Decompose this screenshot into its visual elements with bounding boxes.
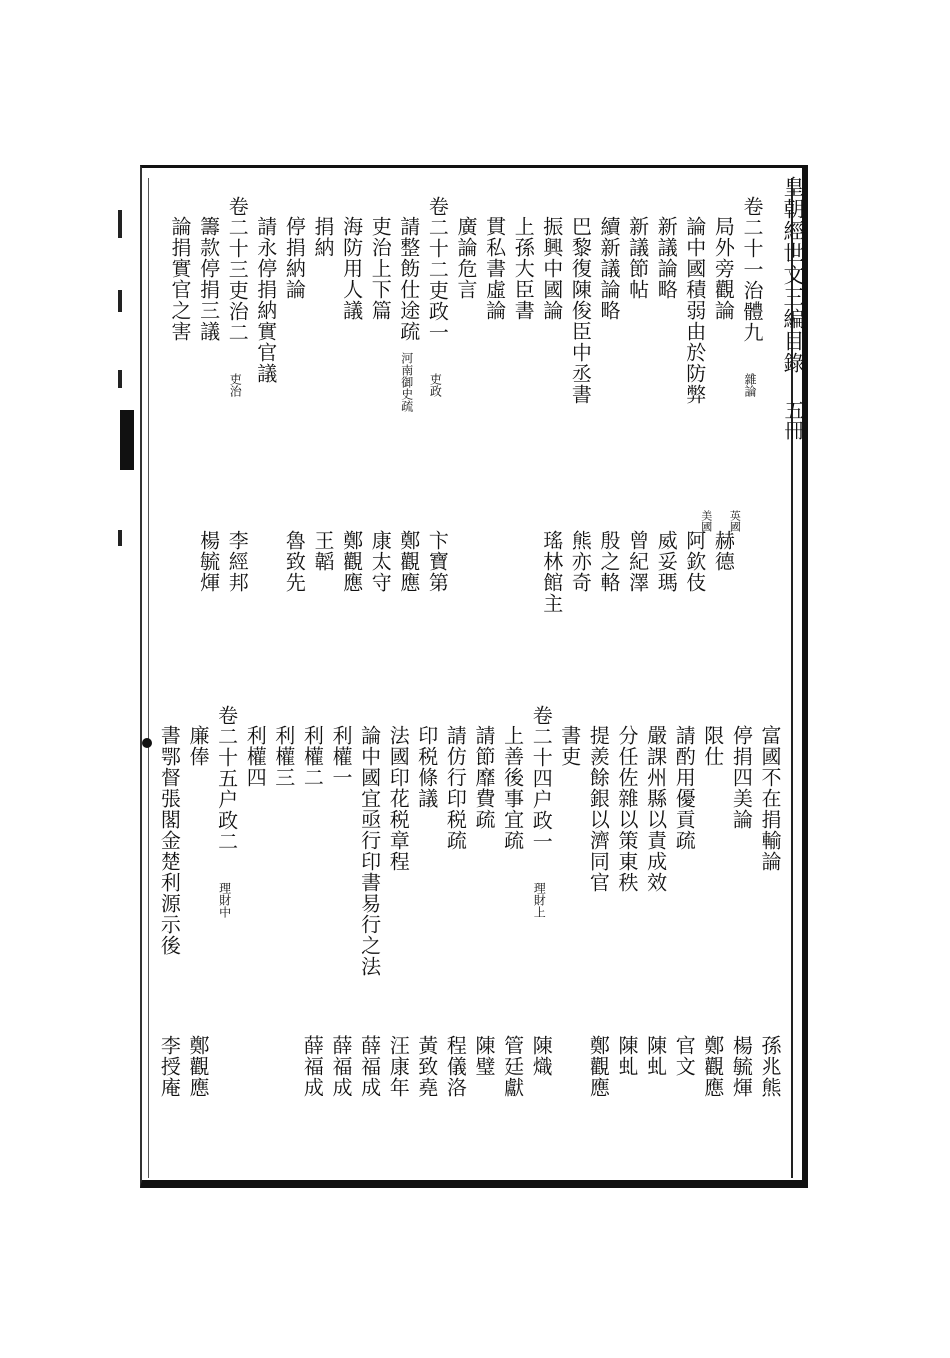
upper-author: 鄭觀應 [396,530,421,593]
lower-title: 分任佐雜以策東秩 [615,725,639,893]
lower-title: 嚴課州縣以責成效 [643,725,668,893]
upper-title: 捐納 [311,216,335,258]
upper-author: 阿欽伎 [682,530,707,593]
binding-mark [120,410,134,470]
upper-author: 卞寶第 [425,530,450,593]
lower-title: 廉俸 [186,725,210,767]
upper-author: 曾紀澤 [625,530,650,593]
upper-note: 雜論 [743,373,757,397]
lower-author: 陳璧 [472,1035,496,1077]
lower-author: 鄭觀應 [700,1035,725,1098]
book-gutter [112,200,136,960]
lower-author: 官文 [672,1035,697,1077]
lower-author: 李授庵 [157,1035,182,1098]
lower-author: 管廷獻 [500,1035,525,1098]
upper-note: 河南御史疏 [399,352,414,412]
lower-title: 上善後事宜疏 [500,725,525,851]
lower-author: 鄭觀應 [186,1035,210,1098]
upper-title: 貫私書虛論 [482,216,507,321]
lower-author: 鄭觀應 [586,1035,611,1098]
lower-title: 請節靡費疏 [472,725,496,830]
lower-title: 書鄂督張閣金楚利源示後 [157,725,182,956]
lower-title: 提羨餘銀以濟同官 [586,725,611,893]
upper-note: 吏政 [428,373,443,397]
lower-author: 孫兆熊 [758,1035,782,1098]
upper-author: 楊毓煇 [196,530,221,593]
volume-label: 五冊 [781,400,805,440]
upper-title: 局外旁觀論 [711,216,736,321]
upper-title: 論中國積弱由於防弊 [682,216,707,405]
lower-title: 請仿行印税疏 [443,725,468,851]
lower-author: 楊毓煇 [729,1035,754,1098]
lower-title: 利權四 [243,725,268,788]
upper-author-note: 美國 [699,510,713,532]
upper-title: 廣論危言 [454,216,478,300]
upper-note: 吏治 [228,373,243,397]
lower-title: 書吏 [557,725,582,767]
lower-title: 印税條議 [414,725,439,809]
upper-author: 魯致先 [282,530,307,593]
upper-title: 續新議論略 [597,216,621,321]
upper-title: 海防用人議 [339,216,364,321]
lower-author: 薛福成 [329,1035,353,1098]
lower-title: 限仕 [700,725,725,767]
ink-dot [142,738,152,748]
upper-author: 殷之輅 [597,530,621,593]
upper-author: 鄭觀應 [339,530,364,593]
lower-author: 陳虬 [615,1035,639,1077]
upper-title: 論捐實官之害 [168,216,192,342]
lower-title: 利權一 [329,725,353,788]
lower-author: 程儀洛 [443,1035,468,1098]
lower-title: 法國印花税章程 [386,725,411,872]
upper-title: 卷二十二吏政一 [425,196,450,343]
upper-title: 巴黎復陳俊臣中丞書 [568,216,593,405]
lower-author: 陳熾 [529,1035,554,1077]
upper-title: 請永停捐納實官議 [253,216,278,384]
upper-title: 卷二十三吏治二 [225,196,250,343]
upper-author: 李經邦 [225,530,250,593]
lower-title: 停捐四美論 [729,725,754,830]
upper-author: 瑤林館主 [539,530,564,614]
upper-author: 王韜 [311,530,335,572]
lower-note: 理財上 [532,882,547,918]
lower-title: 請酌用優貢疏 [672,725,697,851]
upper-title: 振興中國論 [539,216,564,321]
book-title: 皇朝經世文三編目錄 [781,176,805,374]
lower-author: 陳虬 [643,1035,668,1077]
upper-author: 熊亦奇 [568,530,593,593]
upper-author-note: 英國 [728,510,742,532]
upper-author: 威妥瑪 [654,530,679,593]
lower-title: 利權三 [271,725,296,788]
lower-title: 富國不在捐輸論 [758,725,782,872]
upper-author: 赫德 [711,530,736,572]
lower-title: 卷二十五户政二 [214,705,239,852]
lower-author: 薛福成 [300,1035,325,1098]
lower-title: 利權二 [300,725,325,788]
upper-title: 卷二十一治體九 [740,196,764,343]
upper-title: 停捐納論 [282,216,307,300]
upper-title: 請整飭仕途疏 [396,216,421,342]
upper-author: 康太守 [368,530,393,593]
lower-title: 卷二十四户政一 [529,705,554,852]
upper-title: 籌款停捐三議 [196,216,221,342]
upper-title: 新議節帖 [625,216,650,300]
upper-title: 上孫大臣書 [511,216,536,321]
lower-title: 論中國宜亟行印書易行之法 [357,725,382,977]
upper-title: 吏治上下篇 [368,216,393,321]
lower-note: 理財中 [217,882,232,918]
upper-title: 新議論略 [654,216,679,300]
lower-author: 薛福成 [357,1035,382,1098]
lower-author: 汪康年 [386,1035,411,1098]
lower-author: 黃致堯 [414,1035,439,1098]
